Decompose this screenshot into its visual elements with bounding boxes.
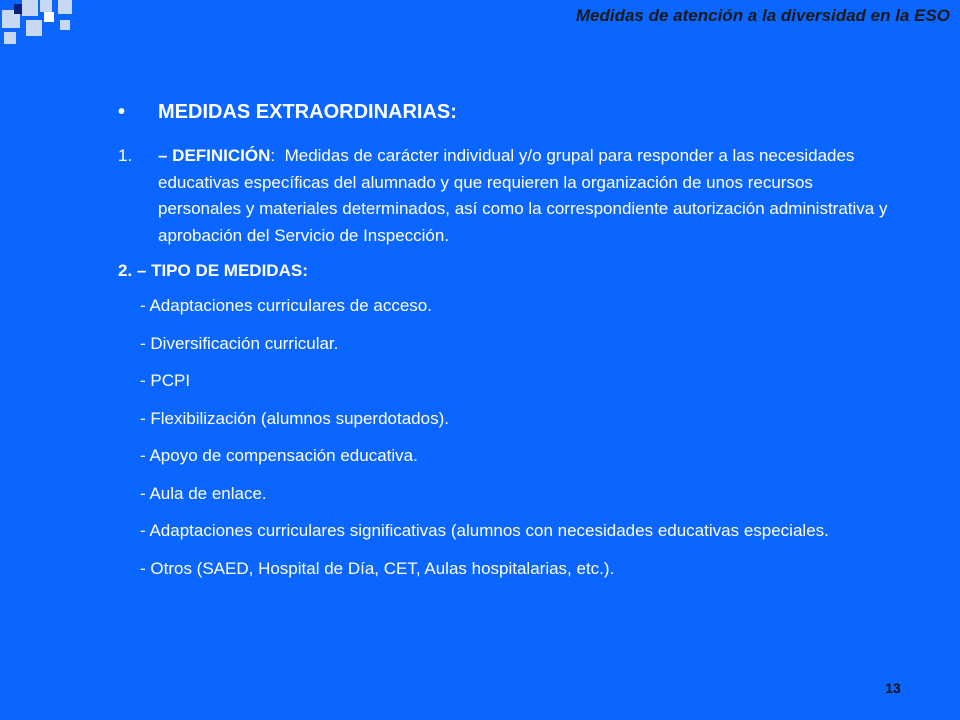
header-title: Medidas de atención a la diversidad en la ESO: [575, 6, 950, 25]
measure-item: - Otros (SAED, Hospital de Día, CET, Aulas hospitalarias, etc.).: [140, 558, 615, 578]
measure-item: - Aula de enlace.: [140, 483, 267, 503]
measure-item: - Flexibilización (alumnos superdotados).: [140, 408, 449, 428]
heading-text: MEDIDAS EXTRAORDINARIAS:: [158, 101, 457, 123]
section-heading: [118, 101, 908, 133]
measures-list: [118, 293, 908, 582]
measure-item: - Diversificación curricular.: [140, 333, 339, 353]
definition-text: Medidas de carácter individual y/o grupal para responder a las necesidades educativas específicas del alumnado y que requieren la organización de unos recursos personales y materiales determinados, así como la correspondiente autorización administrativa y aprobación del Servicio de Inspección.: [158, 146, 893, 245]
measure-item: - PCPI: [140, 371, 191, 390]
definition-label: – DEFINICIÓN: [158, 146, 271, 165]
definition-colon: :: [270, 146, 276, 165]
slide-content: [118, 101, 908, 593]
definition-number: 1.: [118, 146, 133, 165]
page-number: 13: [885, 680, 901, 696]
measure-item: - Adaptaciones curriculares significativas (alumnos con necesidades educativas especiales.: [140, 521, 829, 540]
definition-body: [158, 143, 898, 249]
measures-type-heading: 2. – TIPO DE MEDIDAS:: [118, 261, 308, 280]
measure-item: - Adaptaciones curriculares de acceso.: [140, 296, 432, 315]
definition-item: [118, 143, 908, 249]
measure-item: - Apoyo de compensación educativa.: [140, 446, 418, 465]
heading-bullet: •: [118, 101, 126, 123]
